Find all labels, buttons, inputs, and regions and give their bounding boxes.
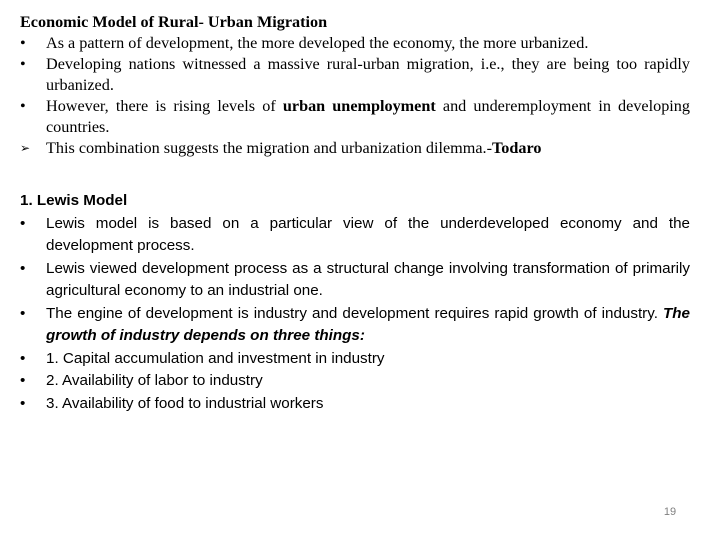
bullet-icon: • [20,55,26,73]
bullet-item [20,213,690,258]
lewis-model-section [20,190,690,415]
bullet-icon: • [20,394,26,412]
bullet-icon: • [20,259,26,277]
bullet-icon: • [20,97,26,115]
bullet-icon: • [20,34,26,52]
arrow-bullet-icon: ➢ [20,141,31,155]
page-number: 19 [663,506,677,518]
bullet-item [20,96,690,138]
arrow-item [20,138,690,159]
bullet-item [20,54,690,96]
emphasis-text: The growth of industry depends on three things: [46,304,690,344]
author-name: Todaro [491,139,542,157]
bullet-text: As a pattern of development, the more developed the economy, the more urbanized. [46,34,589,52]
bullet-text: However, there is rising levels of urban unemployment and underemployment in developing countries. [46,97,690,136]
bullet-item [20,258,690,303]
bullet-icon: • [20,304,26,322]
bullet-icon: • [20,372,26,389]
emphasis-text: urban unemployment [282,97,436,115]
rural-urban-section [20,12,690,159]
bullet-item [20,348,690,371]
bullet-text: 1. Capital accumulation and investment in industry [46,349,385,367]
bullet-text: 3. Availability of food to industrial workers [46,394,324,412]
bullet-text: Lewis model is based on a particular view of the underdeveloped economy and the development process. [46,214,690,254]
bullet-item [20,303,690,348]
section-title: 1. Lewis Model [20,192,128,209]
bullet-item [20,33,690,54]
bullet-text: Developing nations witnessed a massive rural-urban migration, i.e., they are being too rapidly urbanized. [46,55,690,94]
bullet-item [20,370,690,393]
bullet-text: Lewis viewed development process as a structural change involving transformation of primarily agricultural economy to an industrial one. [46,259,690,299]
bullet-text: The engine of development is industry and development requires rapid growth of industry. The growth of industry depends on three things: [46,304,690,344]
bullet-item [20,393,690,416]
bullet-icon: • [20,214,26,232]
bullet-icon: • [20,349,26,367]
arrow-text: This combination suggests the migration and urbanization dilemma.-Todaro [46,139,542,157]
section-title: Economic Model of Rural- Urban Migration [20,13,328,31]
bullet-text: 2. Availability of labor to industry [46,372,263,389]
